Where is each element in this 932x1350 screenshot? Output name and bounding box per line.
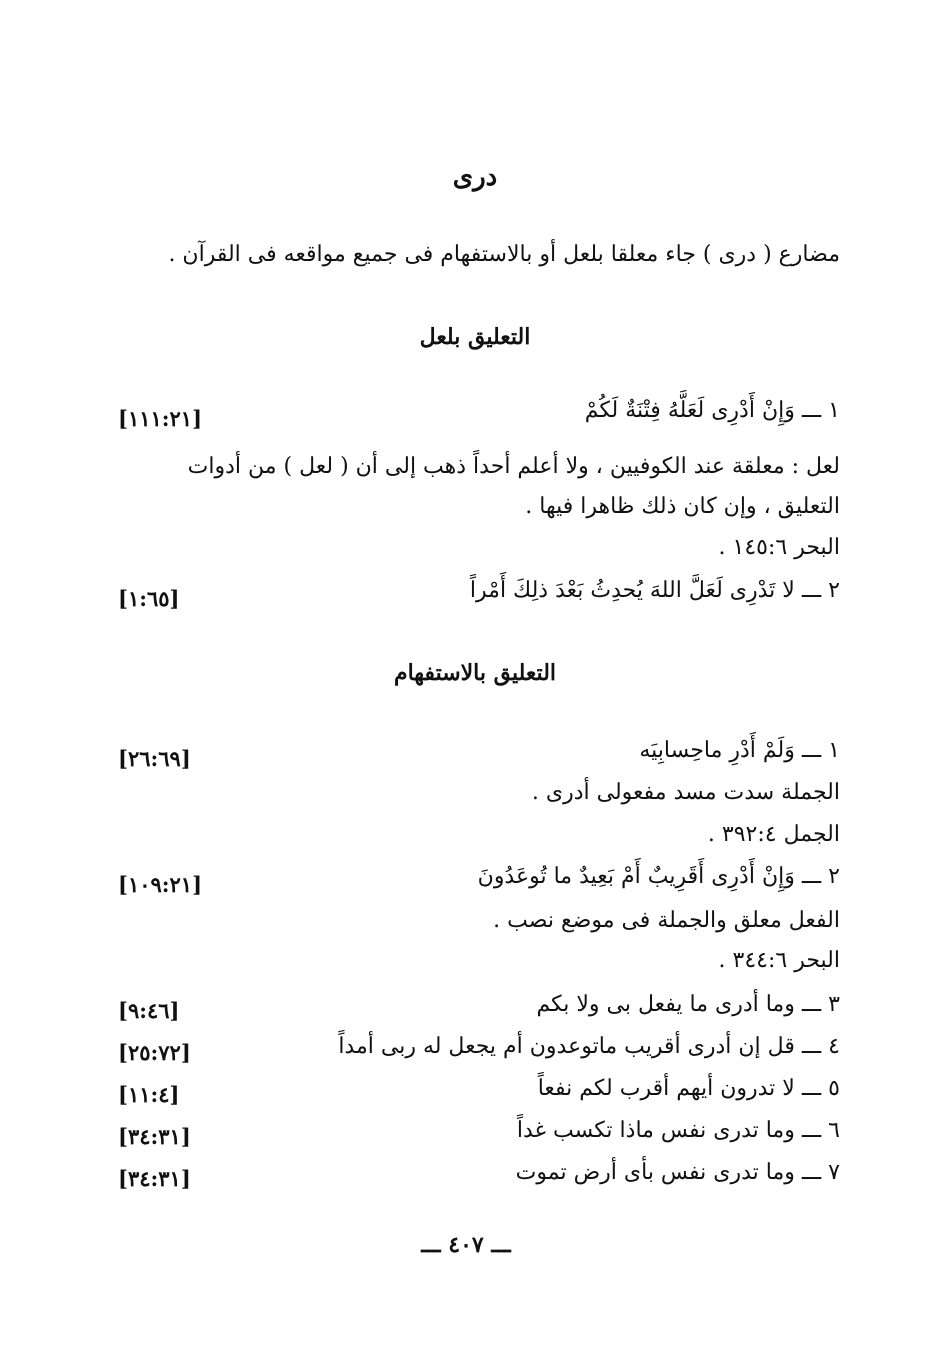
verse-line: ٥ ـــ لا تدرون أيهم أقرب لكم نفعاً (537, 1076, 840, 1101)
source-citation: البحر ٣٤٤:٦ . (718, 948, 840, 973)
verse-reference: [١١١:٢١] (118, 406, 203, 431)
commentary-line: لعل : معلقة عند الكوفيين ، ولا أعلم أحداً ذهب إلى أن ( لعل ) من أدوات (187, 454, 840, 479)
commentary-line: التعليق ، وإن كان ذلك ظاهرا فيها . (525, 494, 840, 519)
source-citation: البحر ١٤٥:٦ . (718, 535, 840, 560)
verse-line: ١ ـــ وَإِنْ أَدْرِى لَعَلَّهُ فِتْنَةٌ لَكُمْ (584, 398, 840, 423)
verse-line: ٢ ـــ وَإِنْ أَدْرِى أَقَرِيبٌ أَمْ بَعِيدٌ ما تُوعَدُونَ (477, 864, 840, 889)
page-title: درى (452, 162, 498, 192)
intro-paragraph: مضارع ( درى ) جاء معلقا بلعل أو بالاستفهام فى جميع مواقعه فى القرآن . (168, 242, 840, 267)
verse-line: ١ ـــ وَلَمْ أَدْرِ ماحِسابِيَه (639, 738, 840, 763)
verse-reference: [١٠٩:٢١] (118, 872, 203, 897)
verse-line: ٧ ـــ وما تدرى نفس بأى أرض تموت (515, 1160, 840, 1185)
source-citation: الجمل ٣٩٢:٤ . (707, 822, 840, 847)
verse-reference: [٢٦:٦٩] (118, 746, 191, 771)
commentary-line: الفعل معلق والجملة فى موضع نصب . (493, 908, 840, 933)
verse-reference: [٩:٤٦] (118, 998, 180, 1023)
verse-reference: [١:٦٥] (118, 586, 180, 611)
verse-reference: [١١:٤] (118, 1082, 180, 1107)
verse-reference: [٣٤:٣١] (118, 1124, 191, 1149)
section-heading-istifham: التعليق بالاستفهام (393, 660, 557, 686)
verse-line: ٢ ـــ لا تَدْرِى لَعَلَّ اللهَ يُحدِثُ بَعْدَ ذلِكَ أَمْراً (469, 578, 840, 603)
verse-line: ٣ ـــ وما أدرى ما يفعل بى ولا بكم (536, 992, 840, 1017)
page-number: ـــ ٤٠٧ ـــ (421, 1232, 511, 1258)
verse-line: ٦ ـــ وما تدرى نفس ماذا تكسب غداً (516, 1118, 840, 1143)
verse-line: ٤ ـــ قل إن أدرى أقريب ماتوعدون أم يجعل له ربى أمداً (338, 1034, 840, 1059)
section-heading-laalla: التعليق بلعل (419, 324, 531, 350)
verse-reference: [٢٥:٧٢] (118, 1040, 191, 1065)
commentary-line: الجملة سدت مسد مفعولى أدرى . (531, 780, 840, 805)
verse-reference: [٣٤:٣١] (118, 1166, 191, 1191)
